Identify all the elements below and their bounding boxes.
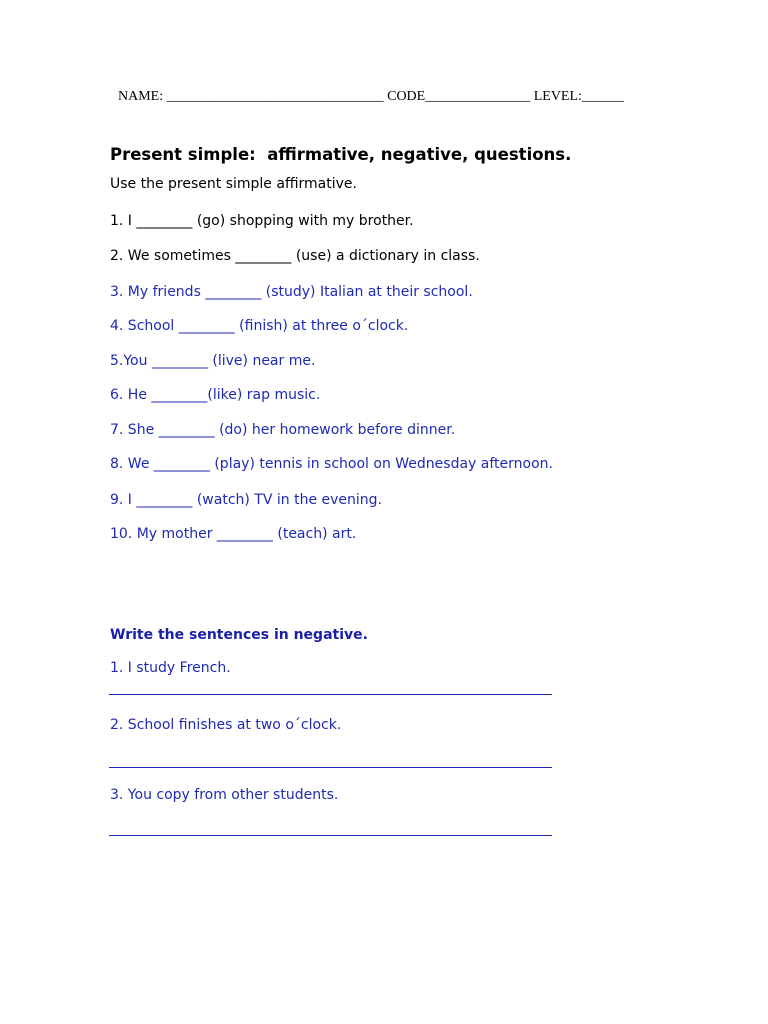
negative-item-sentence: 2. School finishes at two o´clock. [110,717,342,733]
exercise-item: 10. My mother ________ (teach) art. [110,526,357,542]
answer-line [109,694,552,695]
answer-line [109,835,552,836]
exercise-item: 9. I ________ (watch) TV in the evening. [110,492,383,508]
affirmative-instruction: Use the present simple affirmative. [110,176,357,192]
exercise-item: 8. We ________ (play) tennis in school on Wednesday afternoon. [110,456,553,472]
student-info-header: NAME: _______________________________ CODE_______________ LEVEL:______ [118,89,624,104]
negative-item-sentence: 1. I study French. [110,660,231,676]
exercise-item: 6. He ________(like) rap music. [110,387,321,403]
answer-line [109,767,552,768]
exercise-item: 4. School ________ (finish) at three o´clock. [110,318,409,334]
exercise-item: 7. She ________ (do) her homework before dinner. [110,422,456,438]
exercise-item: 3. My friends ________ (study) Italian at their school. [110,284,473,300]
exercise-item: 5.You ________ (live) near me. [110,353,316,369]
negative-item-sentence: 3. You copy from other students. [110,787,339,803]
negative-section-title: Write the sentences in negative. [110,627,368,643]
exercise-item: 1. I ________ (go) shopping with my brother. [110,213,414,229]
exercise-item: 2. We sometimes ________ (use) a dictionary in class. [110,248,480,264]
page-title: Present simple: affirmative, negative, questions. [110,145,572,164]
